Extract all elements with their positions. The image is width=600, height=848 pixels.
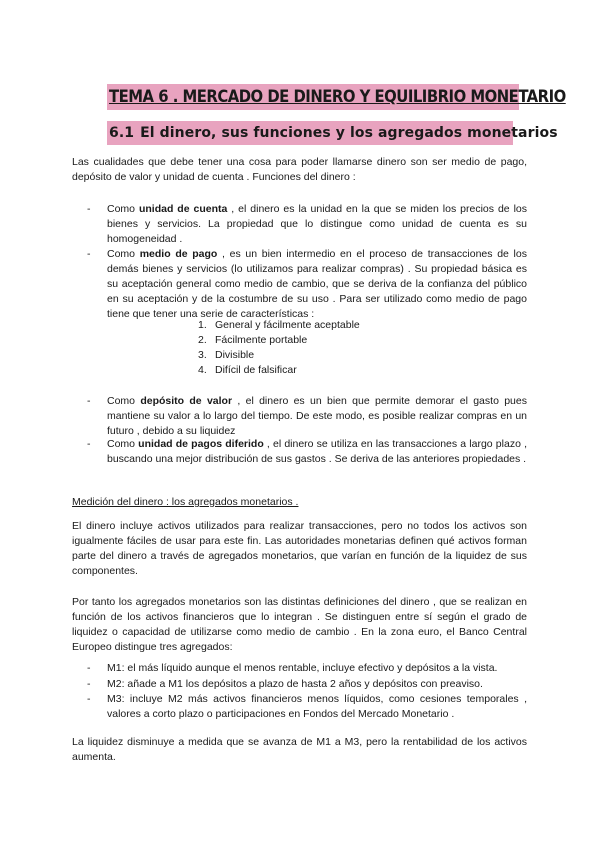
bullet-dash: - xyxy=(87,395,91,407)
function-text: , el dinero es un bien que permite demorar el gasto pues mantiene su valor a lo largo del tiempo. De este modo, es posible realizar compras en un futuro , debido a su liquidez xyxy=(107,395,527,437)
page-title: TEMA 6 . MERCADO DE DINERO Y EQUILIBRIO MONETARIO xyxy=(107,84,519,110)
bullet-dash: - xyxy=(87,678,91,690)
intro-paragraph: Las cualidades que debe tener una cosa para poder llamarse dinero son ser medio de pago, depósito de valor y unidad de cuenta . Funciones del dinero : xyxy=(72,156,527,183)
function-term: medio de pago xyxy=(139,248,218,260)
characteristic-number: 1. xyxy=(198,319,207,331)
paragraph-aggregates: Por tanto los agregados monetarios son las distintas definiciones del dinero , que se realizan en función de los activos financieros que lo integran . Se distinguen entre sí según el grado de liquidez o capacidad de utilizarse como medio de cambio . En la zona euro, el Banco Central Europeo distingue tres agregados: xyxy=(72,596,527,653)
characteristic-number: 4. xyxy=(198,364,207,376)
characteristic-item xyxy=(198,348,254,363)
function-term: unidad de pagos diferido xyxy=(138,438,264,450)
characteristic-item xyxy=(198,318,360,333)
aggregate-item: M1: el más líquido aunque el menos rentable, incluye efectivo y depósitos a la vista. xyxy=(107,662,498,674)
measure-heading: Medición del dinero : los agregados monetarios . xyxy=(72,496,299,508)
function-item xyxy=(107,437,527,467)
section-title: El dinero, sus funciones y los agregados monetarios xyxy=(140,125,558,141)
section-number: 6.1 xyxy=(109,125,135,141)
paragraph-assets: El dinero incluye activos utilizados para realizar transacciones, pero no todos los activos son igualmente fáciles de usar para este fin. Las autoridades monetarias definen qué activos forman parte del dinero a través de agregados monetarios, que varían en función de la liquidez de sus componentes. xyxy=(72,520,527,577)
function-item xyxy=(107,202,527,247)
characteristic-text: General y fácilmente aceptable xyxy=(215,319,360,331)
characteristic-item xyxy=(198,363,297,378)
aggregate-item: M3: incluye M2 más activos financieros menos líquidos, como cesiones temporales , valores a corto plazo o participaciones en Fondos del Mercado Monetario . xyxy=(107,693,527,720)
function-pre: Como xyxy=(107,395,141,407)
bullet-dash: - xyxy=(87,203,91,215)
function-item xyxy=(107,394,527,439)
aggregate-item: M2: añade a M1 los depósitos a plazo de hasta 2 años y depósitos con preaviso. xyxy=(107,678,483,690)
function-text: , es un bien intermedio en el proceso de transacciones de los demás bienes y servicios (lo utilizamos para realizar compras) . Su propiedad básica es su aceptación general como medio de cambio, que se deriva de la confianza del público en su aceptación y de la costumbre de su uso . Para ser utilizado como medio de pago tiene que tener una serie de características : xyxy=(107,248,527,320)
function-pre: Como xyxy=(107,203,139,215)
function-text: , el dinero es la unidad en la que se miden los precios de los bienes y servicios. La propiedad que lo distingue como unidad de cuenta es su homogeneidad . xyxy=(107,203,527,245)
characteristic-text: Fácilmente portable xyxy=(215,334,308,346)
bullet-dash: - xyxy=(87,248,91,260)
characteristic-item xyxy=(198,333,307,348)
conclusion-paragraph: La liquidez disminuye a medida que se avanza de M1 a M3, pero la rentabilidad de los activos aumenta. xyxy=(72,736,527,763)
function-pre: Como xyxy=(107,438,139,450)
characteristic-number: 2. xyxy=(198,334,207,346)
function-text: , el dinero se utiliza en las transacciones a largo plazo , buscando una mejor distribución de sus gastos . Se deriva de las anteriores propiedades . xyxy=(107,438,527,465)
function-pre: Como xyxy=(107,248,140,260)
characteristic-text: Difícil de falsificar xyxy=(215,364,297,376)
function-term: unidad de cuenta xyxy=(138,203,228,215)
characteristic-text: Divisible xyxy=(215,349,255,361)
function-item xyxy=(107,247,527,322)
bullet-dash: - xyxy=(87,693,91,705)
bullet-dash: - xyxy=(87,662,91,674)
bullet-dash: - xyxy=(87,438,91,450)
function-term: depósito de valor xyxy=(140,395,233,407)
section-heading xyxy=(107,121,558,145)
characteristic-number: 3. xyxy=(198,349,207,361)
